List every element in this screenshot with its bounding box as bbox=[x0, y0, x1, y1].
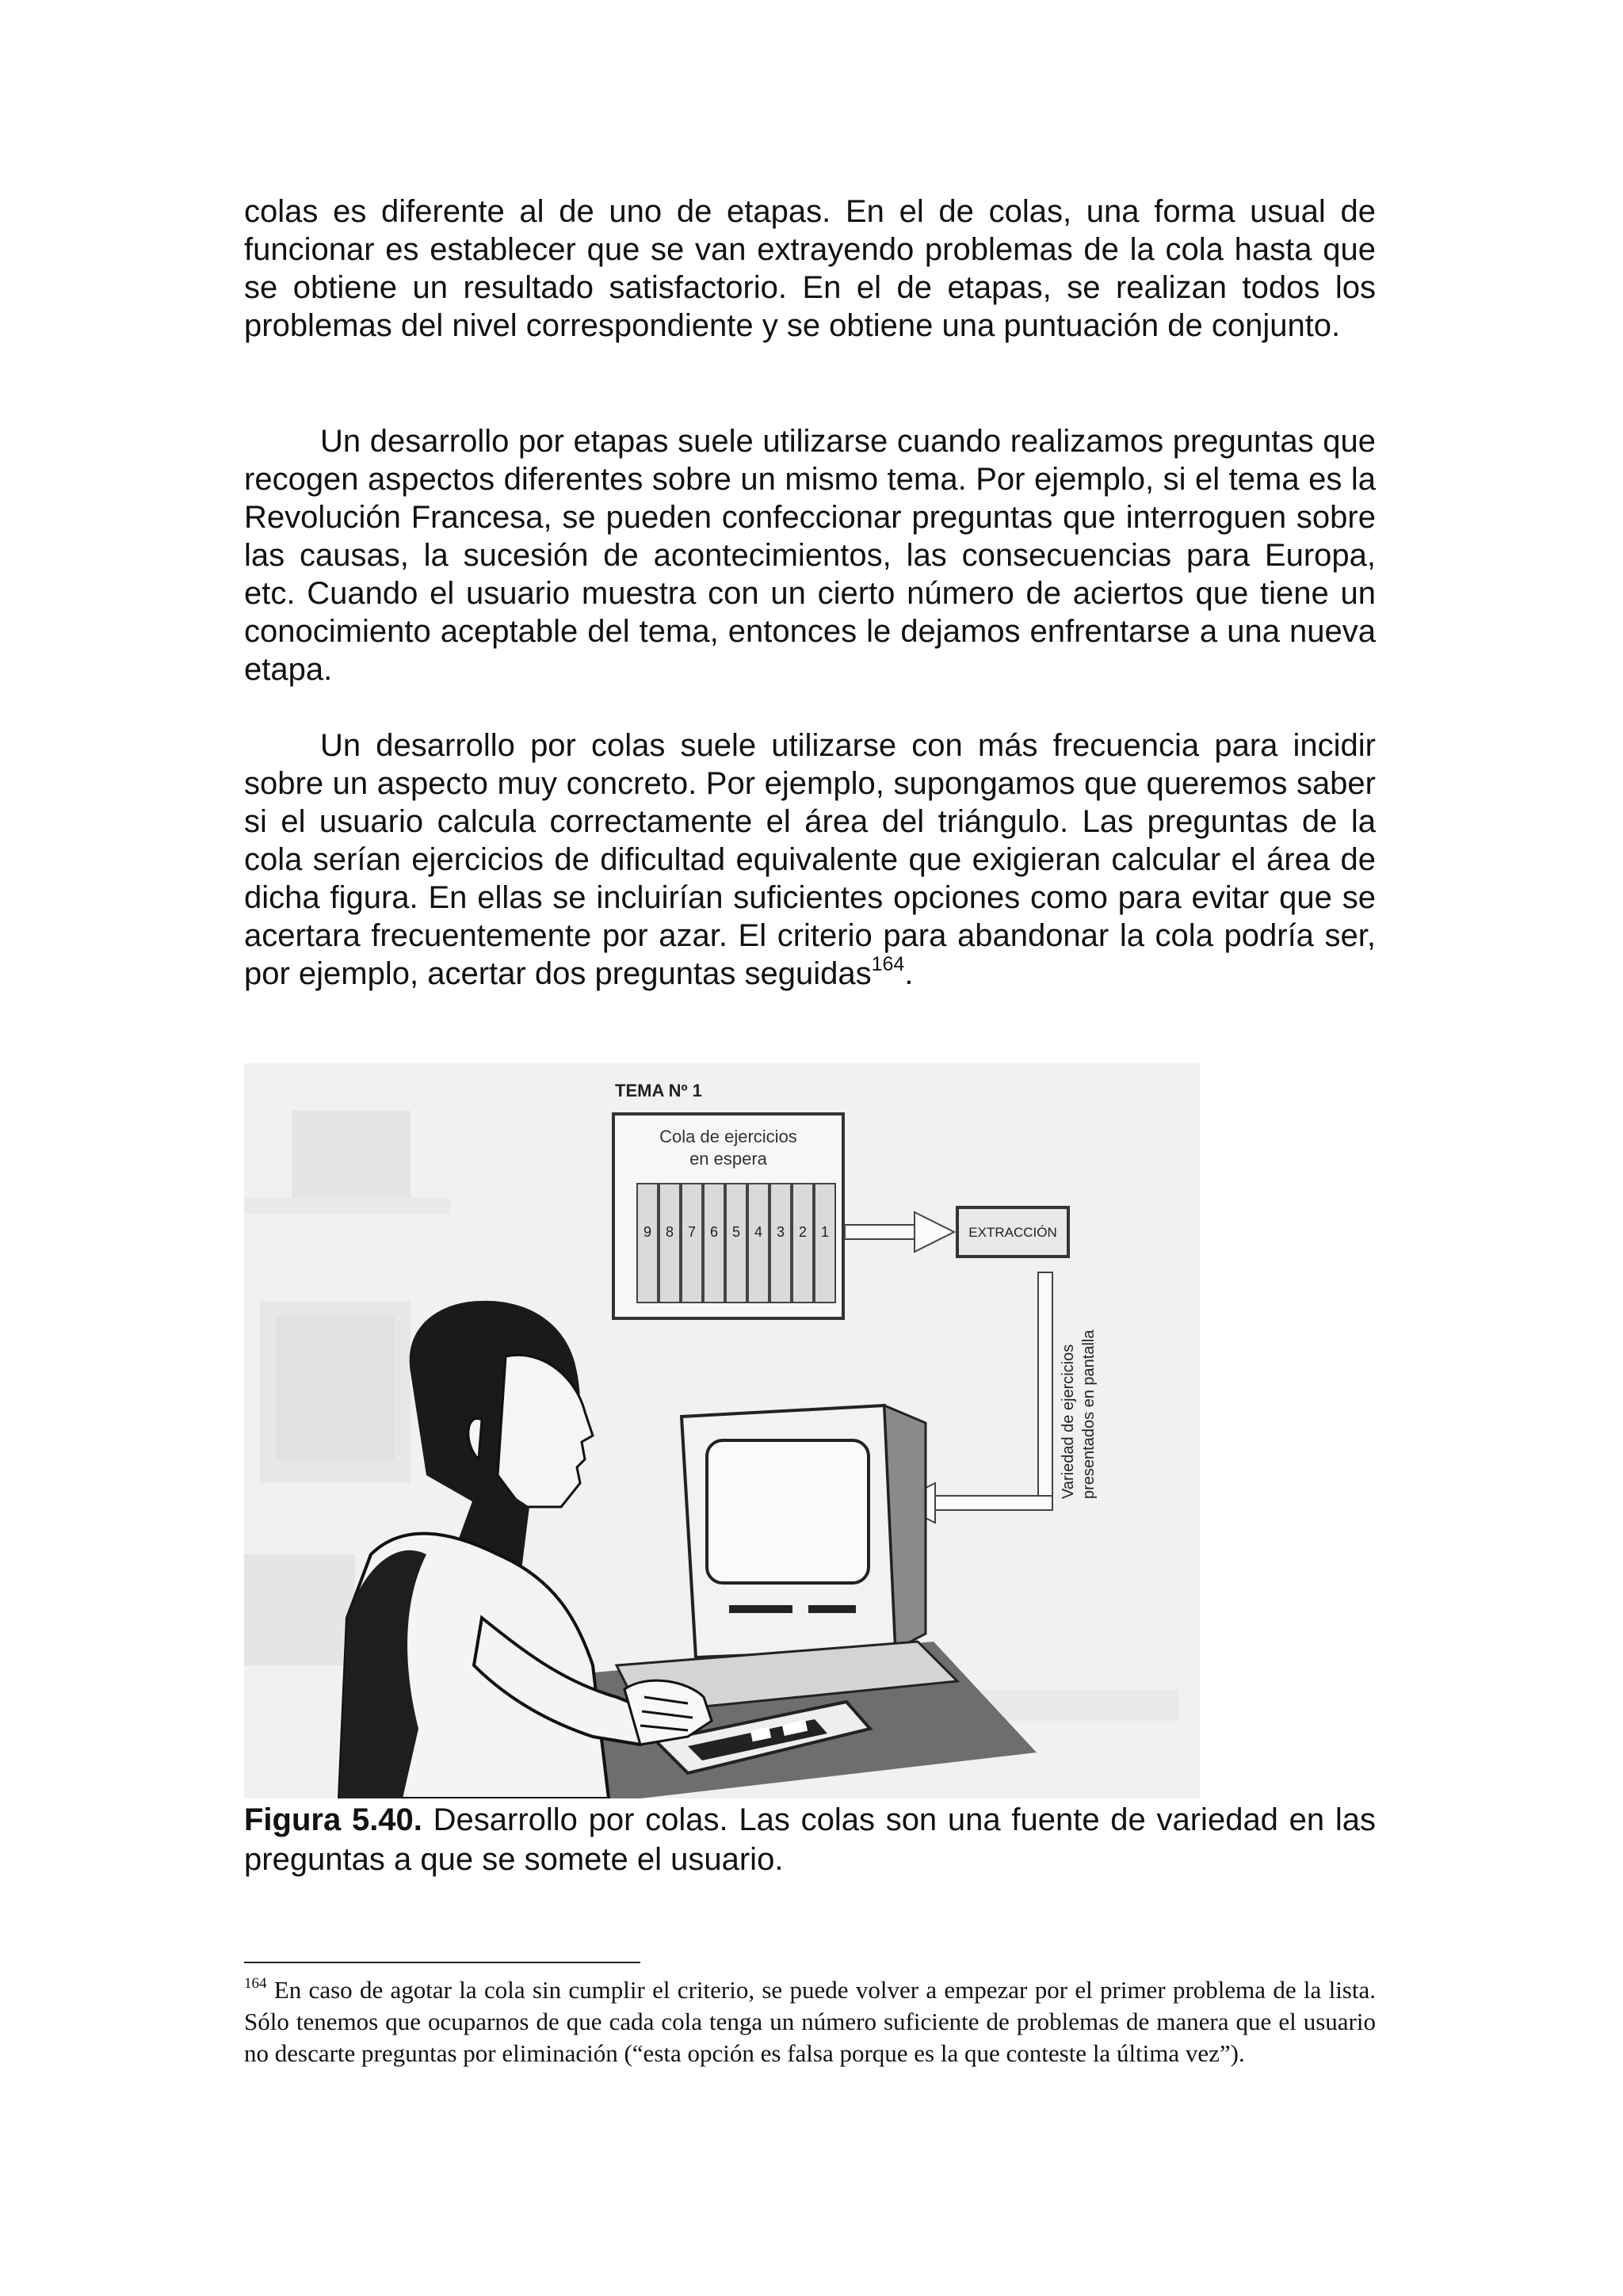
queue-card-number: 4 bbox=[754, 1224, 763, 1240]
queue-card-number: 9 bbox=[643, 1224, 652, 1240]
side-label-line2: presentados en pantalla bbox=[1080, 1329, 1098, 1499]
figure-caption bbox=[244, 1800, 1376, 1879]
queue-card-numbers bbox=[643, 1224, 829, 1240]
queue-card-number: 6 bbox=[709, 1224, 719, 1240]
queue-card-number: 2 bbox=[798, 1224, 808, 1240]
figure-caption-text: Desarrollo por colas. Las colas son una fuente de variedad en las preguntas a que se somete el usuario. bbox=[244, 1802, 1376, 1877]
body-text-2 bbox=[244, 422, 1376, 688]
queue-label-line2: en espera bbox=[689, 1149, 767, 1169]
paragraph-3 bbox=[244, 727, 1376, 993]
footnote-divider bbox=[244, 1962, 640, 1963]
extraction-label: EXTRACCIÓN bbox=[968, 1225, 1057, 1240]
figure-queue-illustration bbox=[244, 1063, 1200, 1798]
queue-card-number: 8 bbox=[665, 1224, 674, 1240]
arrow-right-icon bbox=[845, 1212, 954, 1252]
computer-monitor-icon bbox=[682, 1405, 926, 1657]
body-text bbox=[244, 193, 1376, 345]
queue-label-line1: Cola de ejercicios bbox=[659, 1127, 797, 1146]
queue-card-number: 5 bbox=[731, 1224, 741, 1240]
figure-caption-label: Figura 5.40. bbox=[244, 1802, 422, 1837]
footnote-text: En caso de agotar la cola sin cumplir el criterio, se puede volver a empezar por el primer problema de la lista. Sólo tenemos que ocuparnos de que cada cola tenga un número suficiente de problemas de manera que el usuario no descarte preguntas por eliminación (“esta opción es falsa porque es la que conteste la última vez”). bbox=[244, 1976, 1376, 2067]
queue-card-number: 3 bbox=[776, 1224, 785, 1240]
figure-title: TEMA Nº 1 bbox=[615, 1081, 702, 1100]
side-label-line1: Variedad de ejercicios bbox=[1060, 1344, 1077, 1499]
footnote-reference[interactable]: 164 bbox=[871, 953, 905, 975]
footnote-number: 164 bbox=[244, 1975, 267, 1992]
paragraph-3-end: . bbox=[904, 956, 914, 991]
queue-card-number: 1 bbox=[820, 1224, 830, 1240]
footnote bbox=[244, 1974, 1376, 2069]
body-text-3 bbox=[244, 727, 1376, 993]
paragraph-3-text: Un desarrollo por colas suele utilizarse con más frecuencia para incidir sobre un aspecto muy concreto. Por ejemplo, supongamos que queremos saber si el usuario calcula correctamente el área del triángulo. Las preguntas de la cola serían ejercicios de dificultad equivalente que exigieran calcular el área de dicha figura. En ellas se incluirían suficientes opciones como para evitar que se acertara frecuentemente por azar. El criterio para abandonar la cola podría ser, por ejemplo, acertar dos preguntas seguidas bbox=[244, 728, 1376, 991]
queue-card-number: 7 bbox=[687, 1224, 697, 1240]
paragraph-1: colas es diferente al de uno de etapas. En el de colas, una forma usual de funcionar es establecer que se van extrayendo problemas de la cola hasta que se obtiene un resultado satisfactorio. En el de etapas, se realizan todos los problemas del nivel correspondiente y se obtiene una puntuación de conjunto. bbox=[244, 194, 1376, 343]
paragraph-2: Un desarrollo por etapas suele utilizarse cuando realizamos preguntas que recogen aspectos diferentes sobre un mismo tema. Por ejemplo, si el tema es la Revolución Francesa, se pueden confeccionar preguntas que interroguen sobre las causas, la sucesión de acontecimientos, las consecuencias para Europa, etc. Cuando el usuario muestra con un cierto número de aciertos que tiene un conocimiento aceptable del tema, entonces le dejamos enfrentarse a una nueva etapa. bbox=[244, 424, 1376, 687]
queue-cards bbox=[637, 1184, 835, 1302]
